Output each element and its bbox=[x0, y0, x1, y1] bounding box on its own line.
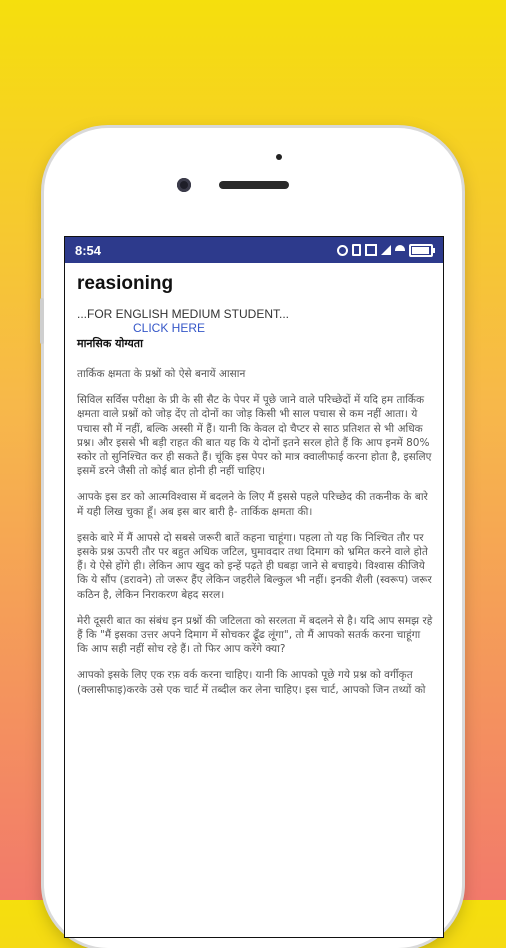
paragraph-intro: तार्किक क्षमता के प्रश्नों को ऐसे बनायें आसान bbox=[77, 368, 246, 380]
paragraph: आपके इस डर को आत्मविश्वास में बदलने के लिए मैं इससे पहले परिच्छेद की तकनीक के बारे में यही लिख चुका हूँ। अब इस बार बारी है- तार्किक क्षमता की। bbox=[77, 491, 428, 518]
status-bar bbox=[65, 237, 443, 263]
article-content bbox=[65, 263, 443, 697]
signal-icon bbox=[381, 245, 391, 255]
click-here-link[interactable]: CLICK HERE bbox=[133, 321, 206, 335]
alarm-icon bbox=[337, 245, 348, 256]
sensor-dot bbox=[276, 154, 282, 160]
paragraph: मेरी दूसरी बात का संबंध इन प्रश्नों की जटिलता को सरलता में बदलने से है। यदि आप समझ रहे हैं कि "मैं इसका उत्तर अपने दिमाग में सोचकर ढूँढ लूंगा", तो मैं आपको सतर्क करना चाहूंगा कि आप सही नहीं सोच रहे हैं। तो फिर आप करेंगे क्या? bbox=[77, 614, 433, 656]
app-screen bbox=[64, 236, 444, 938]
status-icons bbox=[337, 244, 433, 257]
paragraph: इसके बारे में मैं आपसे दो सबसे जरूरी बातें कहना चाहूंगा। पहला तो यह कि निश्चित तौर पर इसके प्रश्न ऊपरी तौर पर बहुत अधिक जटिल, घुमावदार तथा दिमाग को भ्रमित करने वाले होते हैं। ये ऐसे होंगे ही। लेकिन आप खुद को इन्हें पढ़ते ही घबड़ा जाने से बचाइये। विश्वास कीजिये कि ये सौंप (डरावने) तो जरूर हैंए लेकिन जहरीले बिल्कुल भी नहीं। इनकी शैली (स्वरूप) जरूर कठिन है, लेकिन निराकरण बेहद सरल। bbox=[77, 531, 432, 601]
vibrate-icon bbox=[352, 244, 361, 256]
battery-fill bbox=[412, 247, 429, 254]
front-camera-icon bbox=[177, 178, 191, 192]
data-icon bbox=[365, 244, 377, 256]
status-time: 8:54 bbox=[75, 242, 102, 258]
paragraph: सिविल सर्विस परीक्षा के प्री के सी सैट के पेपर में पूछे जाने वाले परिच्छेदों में यदि हम तार्किक क्षमता वाले प्रश्नों को जोड़ देंए तो दोनों का जोड़ किसी भी साल पचास से कम नहीं आता। ये पचास सौ में नहीं, बल्कि अस्सी में हैं। यानी कि केवल दो चैप्टर से साठ प्रतिशत से भी अधिक प्रश्न। और इससे भी बड़ी राहत की बात यह कि ये दोनों इतने सरल होते हैं कि आप इनमें 80% स्कोर तो सुनिश्चित कर ही सकते हैं। चूंकि इस पेपर को मात्र क्वालीफाई करना होता है, इसलिए इसमें डरने जैसी तो कोई बात होनी ही नहीं चाहिए। bbox=[77, 394, 432, 478]
volume-button bbox=[40, 298, 44, 344]
paragraph: आपको इसके लिए एक रफ़ वर्क करना चाहिए। यानी कि आपको पूछे गये प्रश्न को वर्गीकृत (क्लासीफाइ)करके उसे एक चार्ट में तब्दील कर लेना चाहिए। इस चार्ट, आपको जिन तथ्यों को bbox=[77, 669, 426, 696]
page-title: reasioning bbox=[77, 273, 174, 294]
wifi-icon bbox=[395, 245, 405, 255]
english-medium-notice: ...FOR ENGLISH MEDIUM STUDENT... bbox=[77, 307, 290, 321]
earpiece-speaker bbox=[219, 181, 289, 189]
phone-frame bbox=[44, 128, 462, 948]
section-subheading: मानसिक योग्यता bbox=[77, 337, 143, 350]
battery-icon bbox=[409, 244, 433, 257]
